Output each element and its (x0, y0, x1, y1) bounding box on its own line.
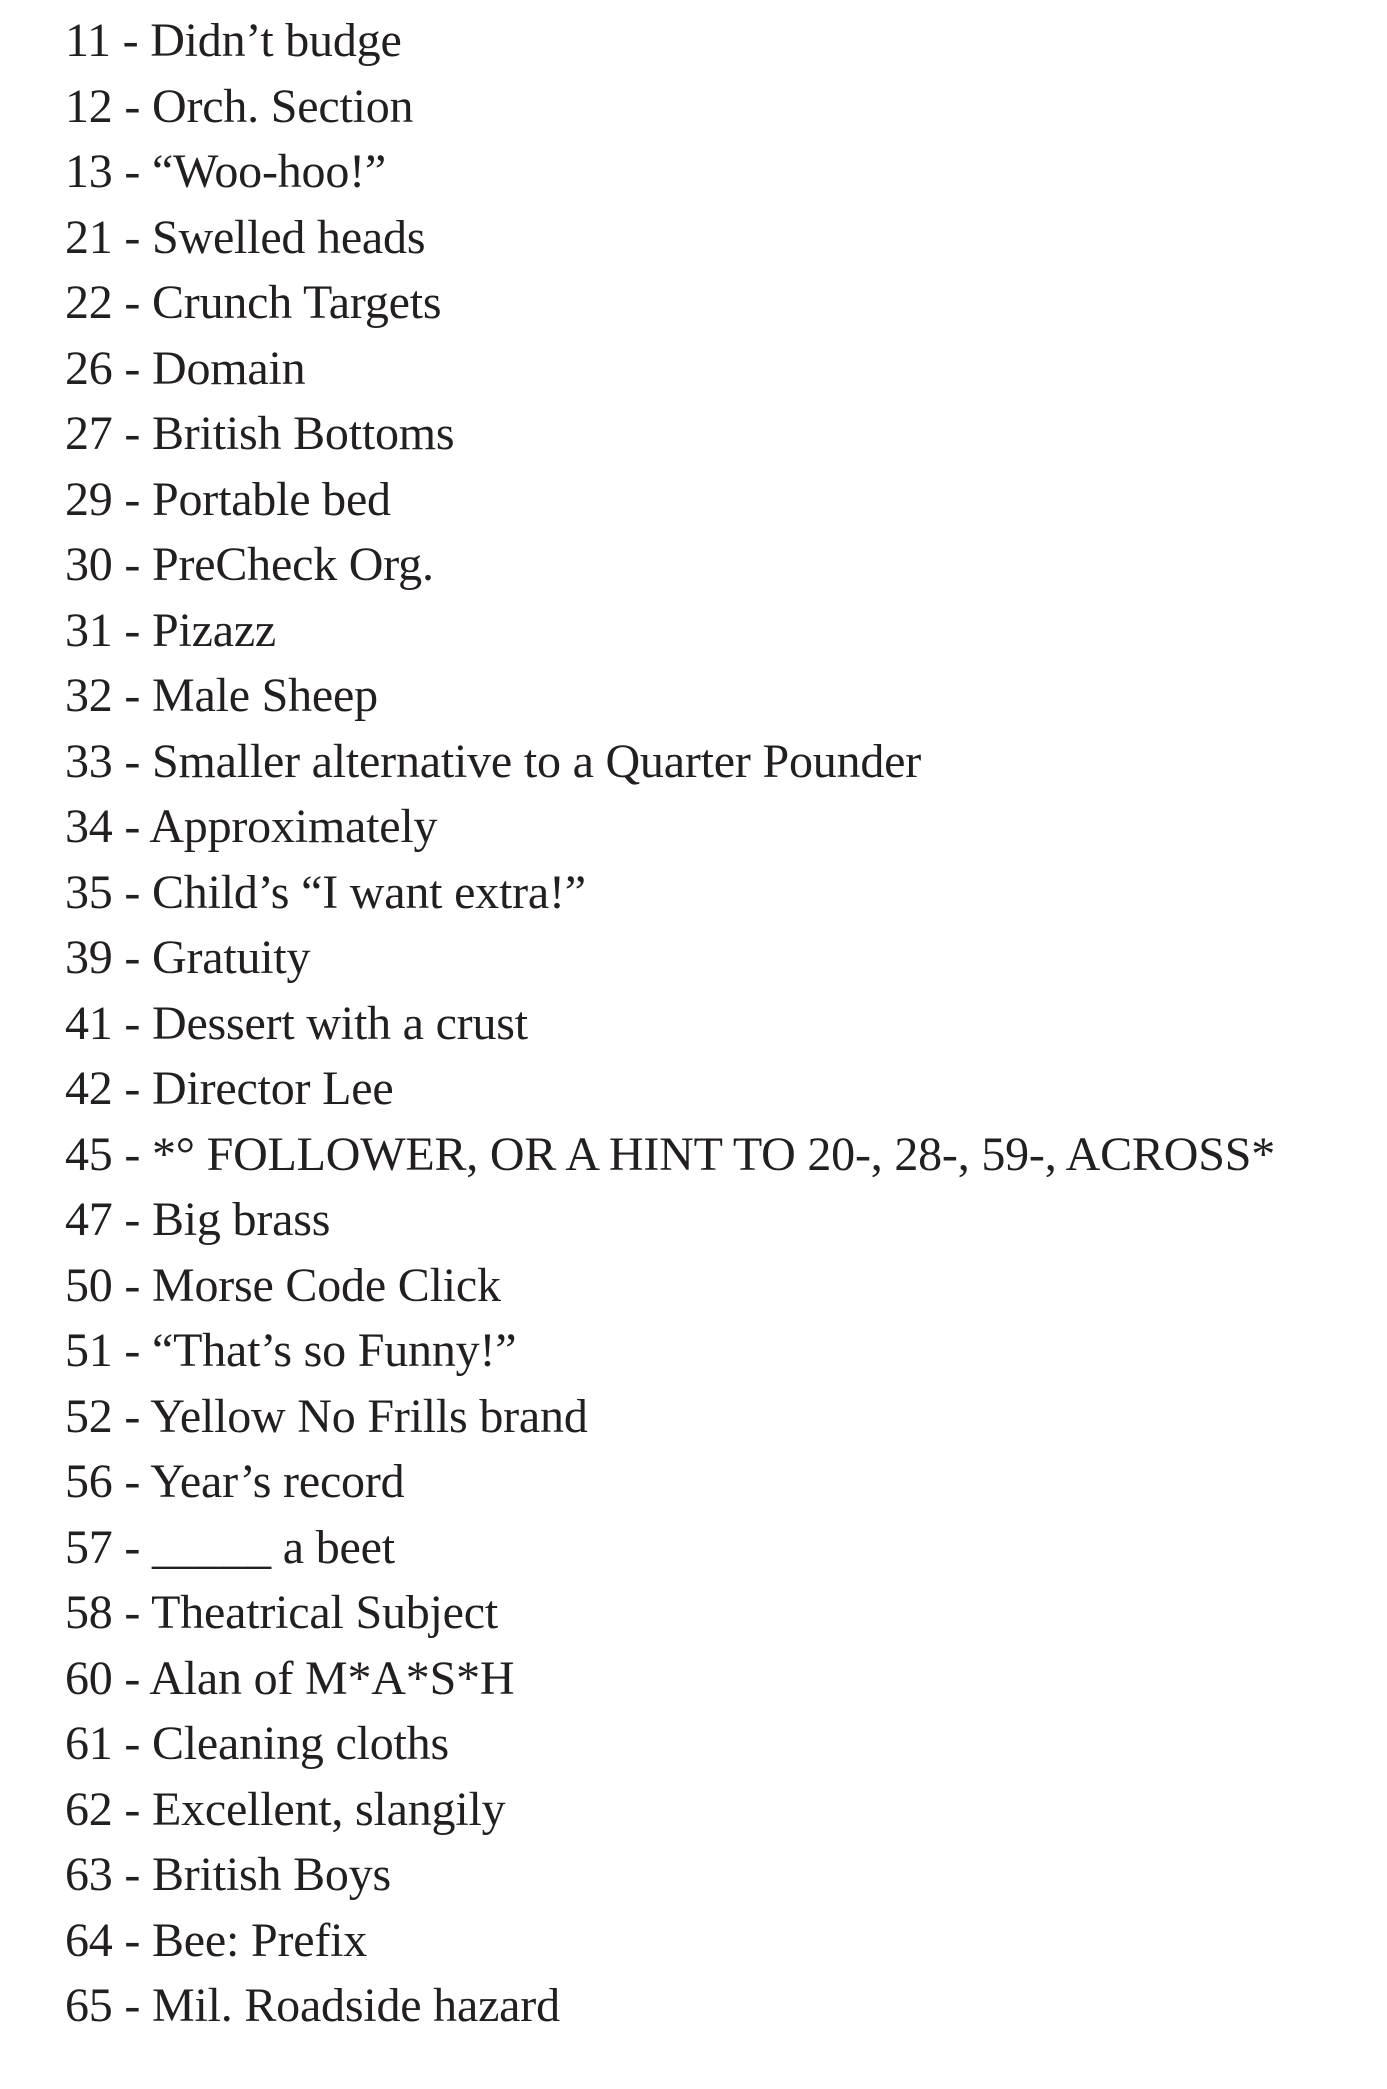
clue-item: 30 - PreCheck Org. (65, 538, 434, 591)
clue-item: 64 - Bee: Prefix (65, 1913, 368, 1967)
clue-item: 56 - Year’s record (65, 1455, 405, 1508)
clue-item: 45 - *° FOLLOWER, OR A HINT TO 20-, 28-, 59-, ACROSS* (65, 1127, 1276, 1181)
clue-item: 41 - Dessert with a crust (65, 996, 528, 1050)
clue-item: 11 - Didn’t budge (65, 14, 402, 67)
clue-item: 29 - Portable bed (65, 472, 391, 526)
clue-item: 31 - Pizazz (65, 603, 277, 657)
clue-item: 65 - Mil. Roadside hazard (65, 1979, 560, 2032)
clue-item: 13 - “Woo-hoo!” (65, 145, 387, 198)
clue-item: 34 - Approximately (65, 800, 438, 853)
clue-item: 52 - Yellow No Frills brand (65, 1389, 588, 1443)
clue-item: 42 - Director Lee (65, 1062, 394, 1115)
clue-item: 58 - Theatrical Subject (65, 1586, 499, 1639)
clue-item: 57 - _____ a beet (65, 1520, 395, 1574)
clue-item: 22 - Crunch Targets (65, 276, 442, 329)
clue-item: 21 - Swelled heads (65, 210, 426, 264)
clue-item: 60 - Alan of M*A*S*H (65, 1651, 515, 1705)
clue-item: 33 - Smaller alternative to a Quarter Pounder (65, 734, 922, 788)
clue-item: 61 - Cleaning cloths (65, 1717, 449, 1770)
clue-item: 51 - “That’s so Funny!” (65, 1324, 517, 1377)
clue-item: 50 - Morse Code Click (65, 1258, 501, 1312)
down-clue-list (65, 8, 1275, 2039)
clue-item: 63 - British Boys (65, 1848, 391, 1901)
clue-item: 47 - Big brass (65, 1193, 331, 1246)
clue-item: 32 - Male Sheep (65, 669, 378, 722)
clue-item: 35 - Child’s “I want extra!” (65, 865, 586, 919)
clue-item: 26 - Domain (65, 341, 306, 395)
clue-item: 62 - Excellent, slangily (65, 1782, 506, 1836)
clue-item: 12 - Orch. Section (65, 79, 414, 133)
clue-item: 27 - British Bottoms (65, 407, 455, 460)
clue-item: 39 - Gratuity (65, 931, 311, 984)
